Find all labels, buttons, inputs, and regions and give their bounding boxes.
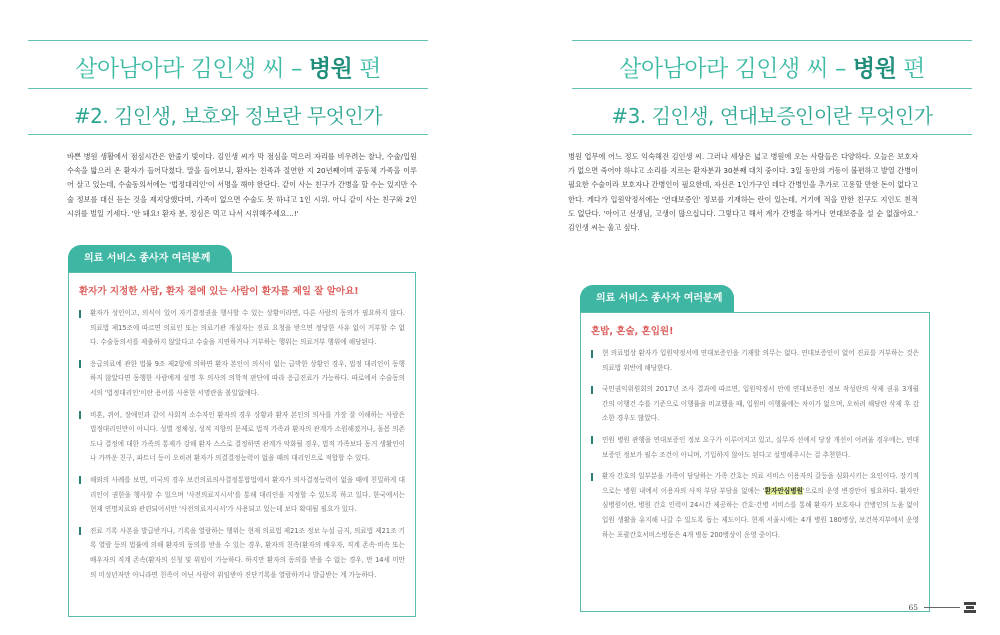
- intro-paragraph: 병원 업무에 어느 정도 익숙해진 김인생 씨. 그러나 세상은 넓고 병원에 오는 사람들은 다양하다. 오늘은 보호자가 없으면 죽어야 하냐고 소리를 지르는 환자분과 30분째 대치 중이다. 3일 동안의 거동이 불편하고 발열 간병이 필요한 수술이라 보호자나 간병인이 필요한데, 자신은 1인가구인 데다 간병인을 추가로 고용할 만한 돈이 없다고 한다. 게다가 입원약정서에는 '연대보증인' 정보를 기재하는 란이 있는데, 거기에 적을 만한 친구도 지인도 친적도 없단다. '아이고 선생님, 고생이 많으십니다. 그렇다고 해서 계가 간병을 하거나 연대보증을 설 순 없잖아요.' 김인생 씨는 울고 싶다.: [568, 152, 918, 233]
- item-list: [79, 306, 405, 589]
- series-title: 살아남아라 김인생 씨 – 병원 편: [75, 56, 381, 82]
- box-tab: 의료 서비스 종사자 여러분께: [580, 285, 734, 312]
- list-item: 환자 간호의 일부분을 가족이 담당하는 가족 간호는 의료 서비스 이용자의 갈등을 심화시키는 요인이다. 장기적으로는 병원 내에서 이용자의 사적 부담 부담을 없애는 '환자안심병원'으로의 운영 변경안이 필요하다. 환자안심병원이란, 병원 간호 인력이 24시간 제공하는 간호·간병 서비스를 통해 환자가 보호자나 간병인의 도움 없이 입원 생활을 유지해 나갈 수 있도록 돕는 제도이다. 현재 서울시에는 4개 병원 180병상, 보건복지부에서 운영하는 포괄간호서비스병동은 4개 병동 200병상이 운영 중이다.: [591, 469, 919, 542]
- list-item: 현 의료법상 환자가 입원약정서에 연대보증인을 기재할 의무는 없다. 연대보증인이 없어 진료를 거부하는 것은 의료법 위반에 해당한다.: [591, 346, 919, 375]
- series-title: 살아남아라 김인생 씨 – 병원 편: [619, 56, 925, 82]
- stacked-bars-logo-icon: [964, 602, 976, 613]
- bottom-rule: [28, 134, 428, 135]
- list-item: 응급의료에 관한 법률 9조 제2항에 의하면 환자 본인이 의식이 없는 급박한 상황인 경우, 법정 대리인이 동행하지 않았다면 동행한 사람에게 설명 후 의사의 의학적 판단에 따라 응급진료가 가능하다. 따로에서 수술동의서의 '법정대리인'이란 용어를 사용한 서명란을 볼일없애다.: [79, 357, 405, 401]
- list-item: 민원 병원 관행을 연대보증인 정보 요구가 이루어지고 있고, 실무자 선에서 당장 개선이 어려울 경우에는, 연대보증인 정보가 필수 조건이 아니며, 기입하지 않아도 된다고 설명해주시는 걸 추천한다.: [591, 433, 919, 462]
- info-box: [580, 312, 930, 612]
- top-rule: [28, 40, 428, 41]
- mid-rule: [572, 88, 972, 89]
- info-box: [68, 272, 416, 617]
- top-rule: [572, 40, 972, 41]
- episode-title: #2. 김인생, 보호와 정보란 무엇인가: [73, 104, 383, 128]
- page-number: 65: [908, 603, 918, 612]
- list-item: 해외의 사례를 보면, 미국의 경우 보건의료의사결정통합법에서 환자가 의사결정능력이 없을 때에 친밀하게 대리인이 권한을 행사할 수 있으며 '사전의료지시서'를 통해 대리인을 지정할 수 있도록 하고 있다. 한국에서는 현재 연명치료와 관련되어서만 '사전의료지시서'가 사용되고 있는데 보다 확대될 필요가 있다.: [79, 473, 405, 517]
- page-number-line: [924, 607, 960, 608]
- box-heading: 환자가 지정한 사람, 환자 곁에 있는 사람이 환자를 제일 잘 알아요!: [79, 286, 359, 297]
- bottom-rule: [572, 134, 972, 135]
- intro-paragraph: 바쁜 병원 생활에서 점심시간은 한줄기 빛이다. 김인생 씨가 막 점심을 먹으러 자리를 비우려는 찰나, 수술/입원 수속을 밟으러 온 환자가 들어닥쳤다. 말을 들어보니, 환자는 친족과 절연한 지 20년째이며 공동체 가족을 이루어 살고 있는데, 수술동의서에는 '법정대리인'이 서명을 해야 한단다. 같이 사는 친구가 간병을 할 수는 있지만 수술 정보를 대신 듣는 것을 제지당했다며, 가족이 없으면 수술도 못 하냐고 1인 시위. 아니 같이 사는 친구와 2인 시위를 벌일 기세다. '안 돼요! 환자 분, 정심은 먹고 나서 시위해주세요…!': [67, 152, 417, 218]
- right-page: [500, 0, 1000, 635]
- highlighted-term: 환자안심병원: [764, 486, 803, 495]
- box-tab: 의료 서비스 종사자 여러분께: [68, 245, 232, 272]
- list-item: 진료 기록 사본을 발급받거나, 기록을 열람하는 행위는 현재 의료법 제21조 정보 누설 금지, 의료법 제21조 기록 열람 등의 법률에 의해 환자의 동의를 받을 수 있는 경우, 환자의 친족(환자의 배우자, 직계 존속·비속 또는 배우자의 직계 존속(환자의 신청 및 위임이 가능하다. 하지만 환자의 동의를 받을 수 없는 경우, 만 14세 미만의 미성년자만 아니라면 친족이 아닌 사람이 위임받아 진단기록을 열람하거나 발급받는 게 가능하다.: [79, 524, 405, 582]
- list-item: 환자가 성인이고, 의식이 있어 자기결정권을 행사할 수 있는 상황이라면, 다른 사람의 동의가 필요하지 않다. 의료법 제15조에 따르면 의료인 또는 의료기관 개설자는 진료 요청을 받으면 정당한 사유 없이 거부할 수 없다. 수술동의서를 제출하지 않았다고 수술을 지연하거나 거부하는 행위는 의료거부 행위에 해당된다.: [79, 306, 405, 350]
- box-heading: 혼밥, 혼술, 혼입원!: [591, 326, 674, 337]
- episode-title: #3. 김인생, 연대보증인이란 무엇인가: [611, 104, 933, 128]
- list-item: 국민권익위원회의 2017년 조사 결과에 따르면, 입원약정서 안에 연대보증인 정보 작성란의 삭제 권유 3개월 간의 이행건 수를 기준으로 이행률을 비교했을 때, 입원비 이행률에는 차이가 없으며, 오히려 해당란 삭제 후 감소한 경우도 많았다.: [591, 382, 919, 426]
- mid-rule: [28, 88, 428, 89]
- item-list: [591, 346, 919, 549]
- list-item: 비혼, 퀴어, 장애인과 같이 사회적 소수자인 환자의 경우 상황과 환자 본인의 의사를 가장 잘 이해하는 사람은 법정대리인만이 아니다. 성별 정체성, 성적 지향의 문제로 법적 가족과 환자의 관계가 소원해졌거나, 돌봄 의존도나 결정에 대한 가족의 통제가 강해 환자 스스로 결정하면 관계가 악화될 경우, 법적 가족보다 동거 생활인이나 가까운 친구, 파트너 등이 오히려 환자가 의결결정능력이 없을 때의 대리인으로 적합할 수 있다.: [79, 408, 405, 466]
